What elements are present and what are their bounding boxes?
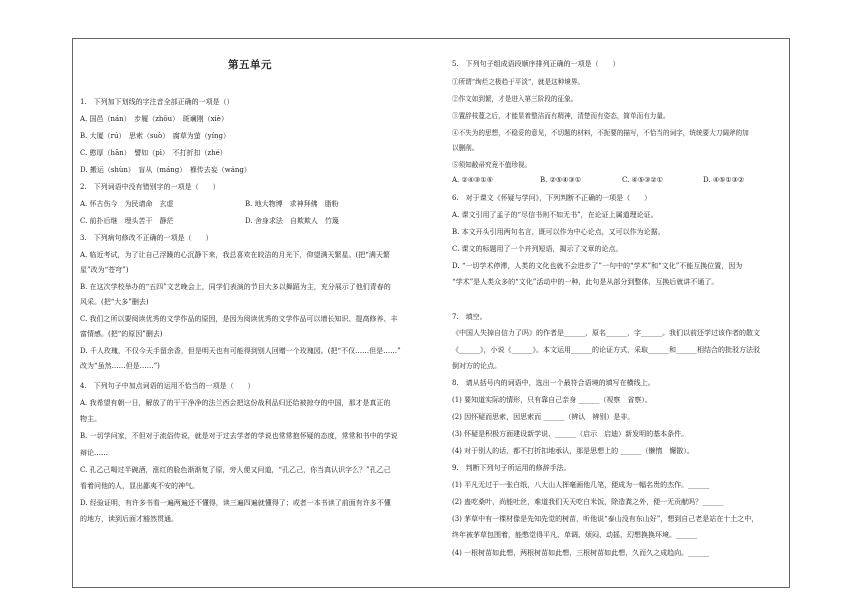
q2-option-d: D. 舍身求法 自欺欺人 竹篾 — [245, 217, 339, 225]
q4-c-line1: C. 孔乙己喝过半碗酒，涨红的脸色渐渐复了原，旁人便又问道，“孔乙己，你当真认识字么？”孔乙己 — [80, 466, 391, 474]
q3-d-line2: 改为“虽然……但是……”) — [80, 362, 160, 370]
q3-a-line2: 星”改为“苍穹”) — [80, 266, 129, 274]
q1-option-a: A. 国邑（nán） 步履（zhōu） 斑斓刚（xiè） — [80, 115, 228, 123]
question-5: 5. 下列句子组成语段顺序排列正确的一项是（ ） — [452, 60, 620, 68]
q2-option-c: C. 前扑后继 埋头苦干 静茫 — [80, 217, 174, 225]
q6-option-c: C. 课文的标题用了一个并列短语，揭示了文章的论点。 — [452, 245, 623, 253]
q5-sentence-3: ③置辞枝蔓之后，才能显着整洁而有精神，清楚而有姿态，简单而有力量。 — [452, 112, 670, 120]
q3-b-line1: B. 在这次学校举办的“五四”文艺晚会上，同学们表演的节目大多以舞蹈为主，充分展示了他们青春的 — [80, 283, 391, 291]
q3-d-line1: D. 千人玫瑰，不仅今天手留余香，但是明天也有可能得到别人回赠一个玫瑰园。(把“不仅……但是……” — [80, 347, 401, 355]
question-4: 4. 下列句子中加点词语的运用不恰当的一项是（ ） — [80, 382, 255, 390]
q6-option-b: B. 本文开头引用两句名言，既可以作为中心论点，又可以作为论据。 — [452, 228, 665, 236]
q9-item-2: (2) 蛊吃桑叶，尚能吐丝，难道我们天天吃白米饭，除造粪之外，便一无贡献吗？______ — [452, 498, 724, 506]
q5-option-d: D. ④⑤①③② — [703, 176, 745, 184]
q9-item-3-line1: (3) 茅草中有一棵材像是先知先觉的树苗，听他说“泰山没有东山好”，想到自己老是站在十土之中， — [452, 515, 759, 523]
q6-option-a: A. 课文引用了孟子的“尽信书则不如无书”，在论证上属道理论证。 — [452, 211, 658, 219]
q5-sentence-1: ①所谓“绚烂之极趋于平淡”，就是这种境界。 — [452, 78, 585, 86]
q6-option-d-line2: “学术”是人类众多的“文化”活动中的一种，此句是从部分到整体，互换后就讲不通了。 — [452, 278, 719, 286]
q4-d-line2: 的地方，读到后面才豁然贯通。 — [80, 515, 178, 523]
q2-option-a: A. 怀古伤今 为民请命 玄虚 — [80, 200, 174, 208]
q7-line3: 倒对方的论点。 — [452, 362, 501, 370]
q9-item-1: (1) 平凡无过于一张白纸，八大山人挥毫画他几笔，便成为一幅名贵的杰作。______ — [452, 481, 710, 489]
q4-a-line1: A. 我希望有朝一日，解放了的干干净净的法兰西会把这份战利品归还给被掠夺的中国，那才是真正的 — [80, 399, 391, 407]
q5-sentence-5: ⑤须知敝帚究竟不值珍视。 — [452, 161, 532, 169]
q5-option-c: C. ④⑤③②① — [622, 176, 663, 184]
q1-option-d: D. 搬运（shùn） 盲从（máng） 褓传去妄（wáng） — [80, 166, 251, 174]
q3-c-line2: 富情感。(把“的原因”删去) — [80, 330, 163, 338]
q9-item-3-line2: 终年被茅草包围着，能憋觉得平凡、单调、烦闷、动摇，幻想换换环境。______ — [452, 531, 697, 539]
q5-sentence-2: ②作文如到繁，才是进入第三阶段的征象。 — [452, 95, 578, 103]
q1-option-b: B. 大厦（rú） 思索（suò） 腐草为萤（yíng） — [80, 132, 230, 140]
q8-item-4: (4) 对于别人的话，都不打折扣地承认，那是思想上的 ______（懒惰 懈散）。 — [452, 447, 694, 455]
q4-d-line1: D. 经验证明，有许多书看一遍两遍还不懂得，读三遍四遍就懂得了；或者一本书读了前面有许多不懂 — [80, 499, 391, 507]
q7-line2: 《______》，小说《______》。本文运用______的论证方式，采取______和______相结合的批驳方法驳 — [452, 346, 760, 354]
q5-option-b: B. ②⑤④③① — [540, 176, 581, 184]
q4-c-line2: 看着问他的人，显出鄙夷不安的神气。 — [80, 482, 199, 490]
question-1: 1. 下列加下划线的字注音全部正确的一项是（） — [80, 98, 234, 106]
q4-b-line1: B. 一切学问家，不但对于流俗传说，就是对于过去学者的学说也常常抱怀疑的态度，常常和书中的学说 — [80, 432, 398, 440]
question-3: 3. 下列病句修改不正确的一项是（ ） — [80, 234, 213, 242]
q4-a-line2: 物主。 — [80, 415, 101, 423]
q5-sentence-4-line2: 以删削。 — [452, 144, 479, 152]
q3-c-line1: C. 我们之所以要阅读优秀的文学作品的原因，是因为阅读优秀的文学作品可以增长知识、提高修养、丰 — [80, 315, 398, 323]
q5-sentence-4-line1: ④不失为的思想，不稳妥的意见，不切题的材料，不扼要的描写，不恰当的词字，统统要大刀阔斧的加 — [452, 129, 749, 137]
q3-a-line1: A. 临近考试，为了让自己浮躁的心沉静下来，我总喜欢在皎洁的月光下，仰望满天繁星。(把“满天繁 — [80, 251, 390, 259]
q2-option-b: B. 地大物博 求神拜佛 脂粉 — [245, 200, 339, 208]
q9-item-4: (4) 一根树苗如此想，两根树苗如此想，三根树苗如此想，久而久之成趋向。______ — [452, 549, 710, 557]
question-9: 9. 判断下列句子所运用的修辞手法。 — [452, 464, 571, 472]
page-title: 第五单元 — [228, 59, 272, 71]
q8-item-3: (3) 怀疑是积极方面建设新学说、______（启示 启迪）新发明的基本条件。 — [452, 430, 689, 438]
question-7: 7. 填空。 — [452, 313, 487, 321]
q6-option-d-line1: D. “一切学术停滞，人类的文化也就不会进步了”一句中的“学术”和“文化”不能互换位置，因为 — [452, 262, 743, 270]
q8-item-1: (1) 要知道实际的情形，只有靠自己亲身 ______（视察 省察）。 — [452, 396, 652, 404]
q4-b-line2: 辩论…… — [80, 449, 108, 457]
question-6: 6. 对于课文《怀疑与学问》，下列判断不正确的一项是（ ） — [452, 194, 652, 202]
question-2: 2. 下列词语中没有错别字的一项是（ ） — [80, 183, 220, 191]
q1-option-c: C. 憨厚（hān） 譬如（pì） 不打折扣（zhé） — [80, 149, 227, 157]
q8-item-2: (2) 因怀疑而思索，因思索而 ______（辨认 辨别）是非。 — [452, 413, 635, 421]
question-8: 8. 请从括号内的词语中，选出一个最符合语境的填写在横线上。 — [452, 379, 655, 387]
q7-line1: 《中国人失掉自信力了吗》的作者是______，原名______，字______。我们以前还学过该作者的散文 — [452, 329, 760, 337]
q3-b-line2: 风采。(把“大多”删去) — [80, 298, 149, 306]
q5-option-a: A. ②④③①⑤ — [452, 176, 493, 184]
